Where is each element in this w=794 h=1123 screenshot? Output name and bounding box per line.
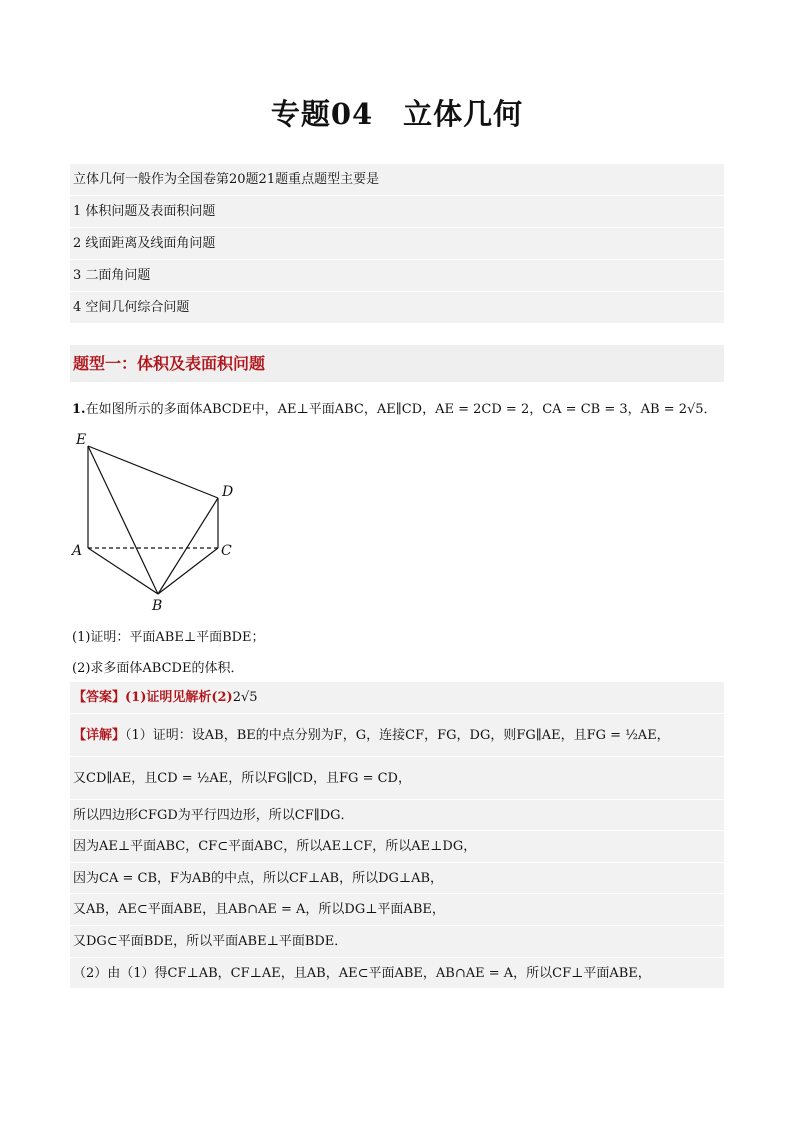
answer-summary: (1)证明见解析(2) xyxy=(125,690,233,705)
edge-db xyxy=(158,498,218,594)
intro-line: 立体几何一般作为全国卷第20题21题重点题型主要是 xyxy=(70,164,724,196)
detail-line-5: 因为CA = CB，F为AB的中点，所以CF⊥AB，所以DG⊥AB， xyxy=(70,863,724,895)
intro-box xyxy=(70,164,724,324)
label-b: B xyxy=(152,598,163,614)
detail-line-8: （2）由（1）得CF⊥AB，CF⊥AE，且AB，AE⊂平面ABE，AB∩AE = A，所以CF⊥平面ABE， xyxy=(70,958,724,990)
label-e: E xyxy=(76,432,87,448)
intro-line: 4 空间几何综合问题 xyxy=(70,292,724,324)
title-number: 专题04 xyxy=(270,97,374,131)
question-stem xyxy=(72,398,717,417)
edge-eb xyxy=(88,446,158,594)
answer-box xyxy=(70,682,724,989)
label-a: A xyxy=(72,543,83,559)
intro-line: 1 体积问题及表面积问题 xyxy=(70,196,724,228)
detail-line-6: 又AB，AE⊂平面ABE，且AB∩AE = A，所以DG⊥平面ABE， xyxy=(70,894,724,926)
label-c: C xyxy=(221,543,232,559)
intro-line: 3 二面角问题 xyxy=(70,260,724,292)
detail-line-2: 又CD∥AE，且CD = ½AE，所以FG∥CD，且FG = CD， xyxy=(70,757,724,800)
label-d: D xyxy=(222,484,234,500)
polyhedron-figure xyxy=(66,428,246,618)
edge-cb xyxy=(158,548,218,594)
question-text: 在如图所示的多面体ABCDE中，AE⊥平面ABC，AE∥CD，AE = 2CD = 2，CA = CB = 3，AB = 2√5． xyxy=(85,402,717,417)
detail-line-7: 又DG⊂平面BDE，所以平面ABE⊥平面BDE． xyxy=(70,926,724,958)
detail-tag: 【详解】 xyxy=(73,727,126,743)
question-number: 1. xyxy=(72,402,86,417)
question-part-1: (1)证明：平面ABE⊥平面BDE； xyxy=(72,630,265,645)
page-title xyxy=(0,92,794,133)
question-part-2: (2)求多面体ABCDE的体积． xyxy=(72,661,244,676)
answer-tag: 【答案】 xyxy=(73,690,126,705)
edge-ed xyxy=(88,446,218,498)
detail-line-4: 因为AE⊥平面ABC，CF⊂平面ABC，所以AE⊥CF，所以AE⊥DG， xyxy=(70,831,724,863)
title-topic: 立体几何 xyxy=(403,97,524,131)
intro-line: 2 线面距离及线面角问题 xyxy=(70,228,724,260)
detail-text: （1）证明：设AB，BE的中点分别为F，G，连接CF，FG，DG，则FG∥AE，且FG = ½AE， xyxy=(125,727,670,743)
answer-header xyxy=(70,682,724,714)
detail-line-3: 所以四边形CFGD为平行四边形，所以CF∥DG． xyxy=(70,800,724,832)
answer-value: 2√5 xyxy=(232,690,258,705)
section-heading: 题型一：体积及表面积问题 xyxy=(70,345,724,382)
detail-line-1 xyxy=(70,714,724,757)
